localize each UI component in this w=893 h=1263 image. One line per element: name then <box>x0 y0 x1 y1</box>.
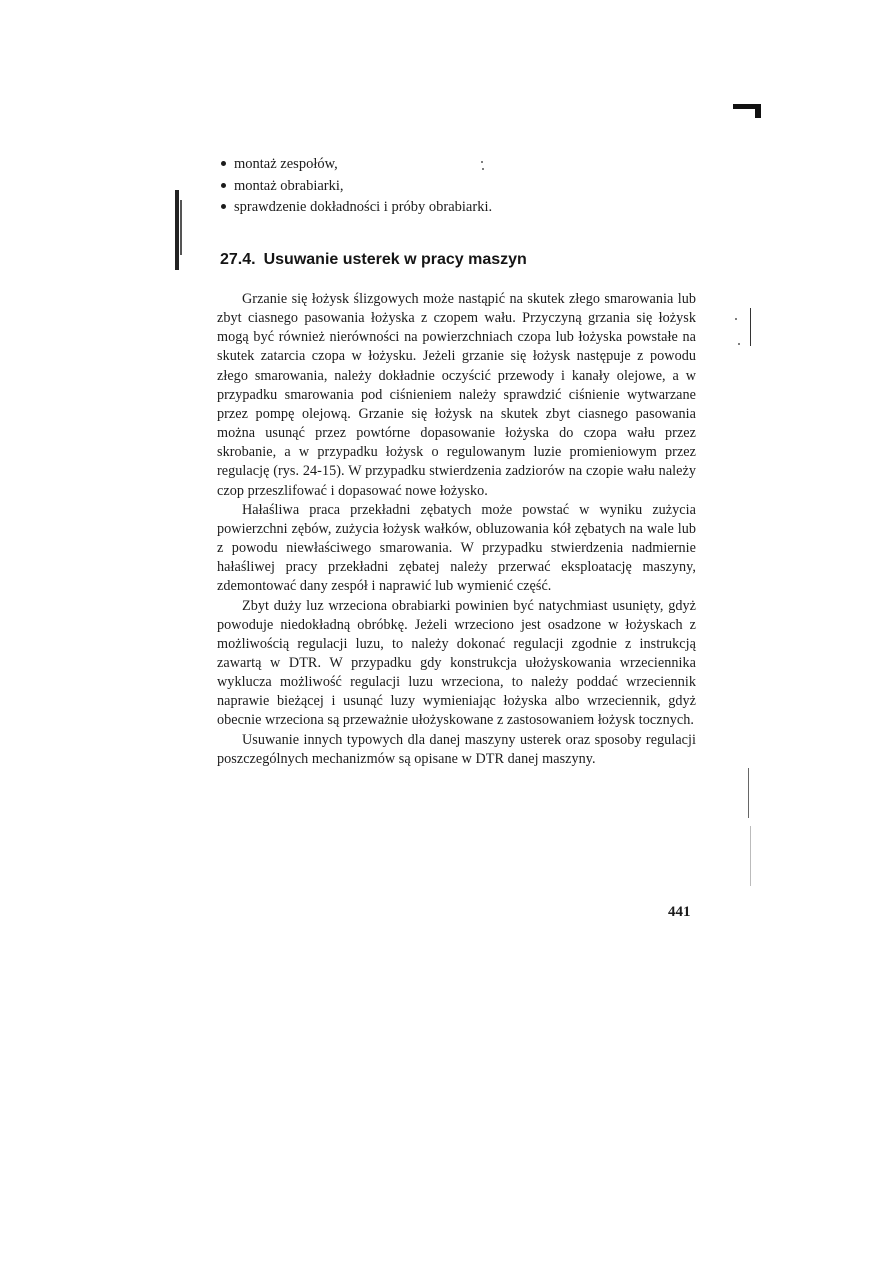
scan-margin-line <box>750 826 751 886</box>
scan-edge-bar-inner <box>180 200 182 255</box>
scan-speck <box>738 343 740 345</box>
scan-margin-line <box>748 768 749 818</box>
scan-margin-line <box>750 308 751 346</box>
scan-edge-bar <box>175 190 179 270</box>
list-item-text: sprawdzenie dokładności i próby obrabiarki. <box>234 199 493 215</box>
bullet-list <box>221 154 681 219</box>
page-number: 441 <box>668 904 691 920</box>
list-item-text: montaż obrabiarki, <box>234 177 344 194</box>
paragraph-spindle: Zbyt duży luz wrzeciona obrabiarki powinien być natychmiast usunięty, gdyż powoduje niedokładną obróbkę. Jeżeli wrzeciono jest osadzone w łożyskach z możliwością regulacji luzu, to należy dokonać regulacji zgodnie z instrukcją zawartą w DTR. W przypadku gdy konstrukcja ułożyskowania wrzeciennika wyklucza możliwość regulacji luzu wrzeciona, to należy poddać wrzeciennik naprawie bieżącej i usunąć luzy wymieniając łożyska albo wrzeciennik, gdyż obecnie wrzeciona są przeważnie ułożyskowane z zastosowaniem łożysk tocznych. <box>217 597 696 729</box>
scan-speck <box>735 318 737 320</box>
paragraph-gears: Hałaśliwa praca przekładni zębatych może powstać w wyniku zużycia powierzchni zębów, zużycia łożysk wałków, obluzowania kół zębatych na wale lub z powodu niewłaściwego smarowania. W przypadku stwierdzenia nadmiernie hałaśliwej pracy przekładni zębatej należy przerwać eksploatację maszyny, zdemontować dany zespół i naprawić lub wymienić część. <box>217 501 696 595</box>
section-title: Usuwanie usterek w pracy maszyn <box>263 251 527 268</box>
bullet-icon <box>221 183 226 188</box>
paragraph-bearings: Grzanie się łożysk ślizgowych może nastąpić na skutek złego smarowania lub zbyt ciasnego pasowania łożyska z czopem wału. Przyczyną grzania się łożysk mogą być również nierówności na powierzchniach czopa lub łożyska powstałe na skutek zatarcia czopa w łożysku. Jeżeli grzanie się łożysk następuje z powodu złego smarowania, należy dokładnie oczyścić przewody i kanały olejowe, a w przypadku smarowania pod ciśnieniem należy sprawdzić ciśnienie wytwarzane przez pompę olejową. Grzanie się łożysk na skutek zbyt ciasnego pasowania można usunąć przez powtórne dopasowanie łożyska do czopa wału przez skrobanie, a w przypadku łożysk o regulowanym luzie promieniowym przez regulację (rys. 24-15). W przypadku stwierdzenia zadziorów na czopie wału należy czop przeszlifować i dopasować nowe łożysko. <box>217 291 696 499</box>
list-item <box>221 176 681 198</box>
list-item <box>221 197 681 219</box>
list-item-text: montaż zespołów, <box>234 156 338 172</box>
section-number: 27.4. <box>220 251 256 268</box>
list-item <box>221 154 681 176</box>
body-text <box>217 290 696 769</box>
bullet-icon <box>221 161 226 166</box>
scan-corner-mark <box>733 104 761 109</box>
section-heading <box>220 250 527 270</box>
paragraph-other: Usuwanie innych typowych dla danej maszyny usterek oraz sposoby regulacji poszczególnych mechanizmów są opisane w DTR danej maszyny. <box>217 731 696 767</box>
bullet-icon <box>221 204 226 209</box>
